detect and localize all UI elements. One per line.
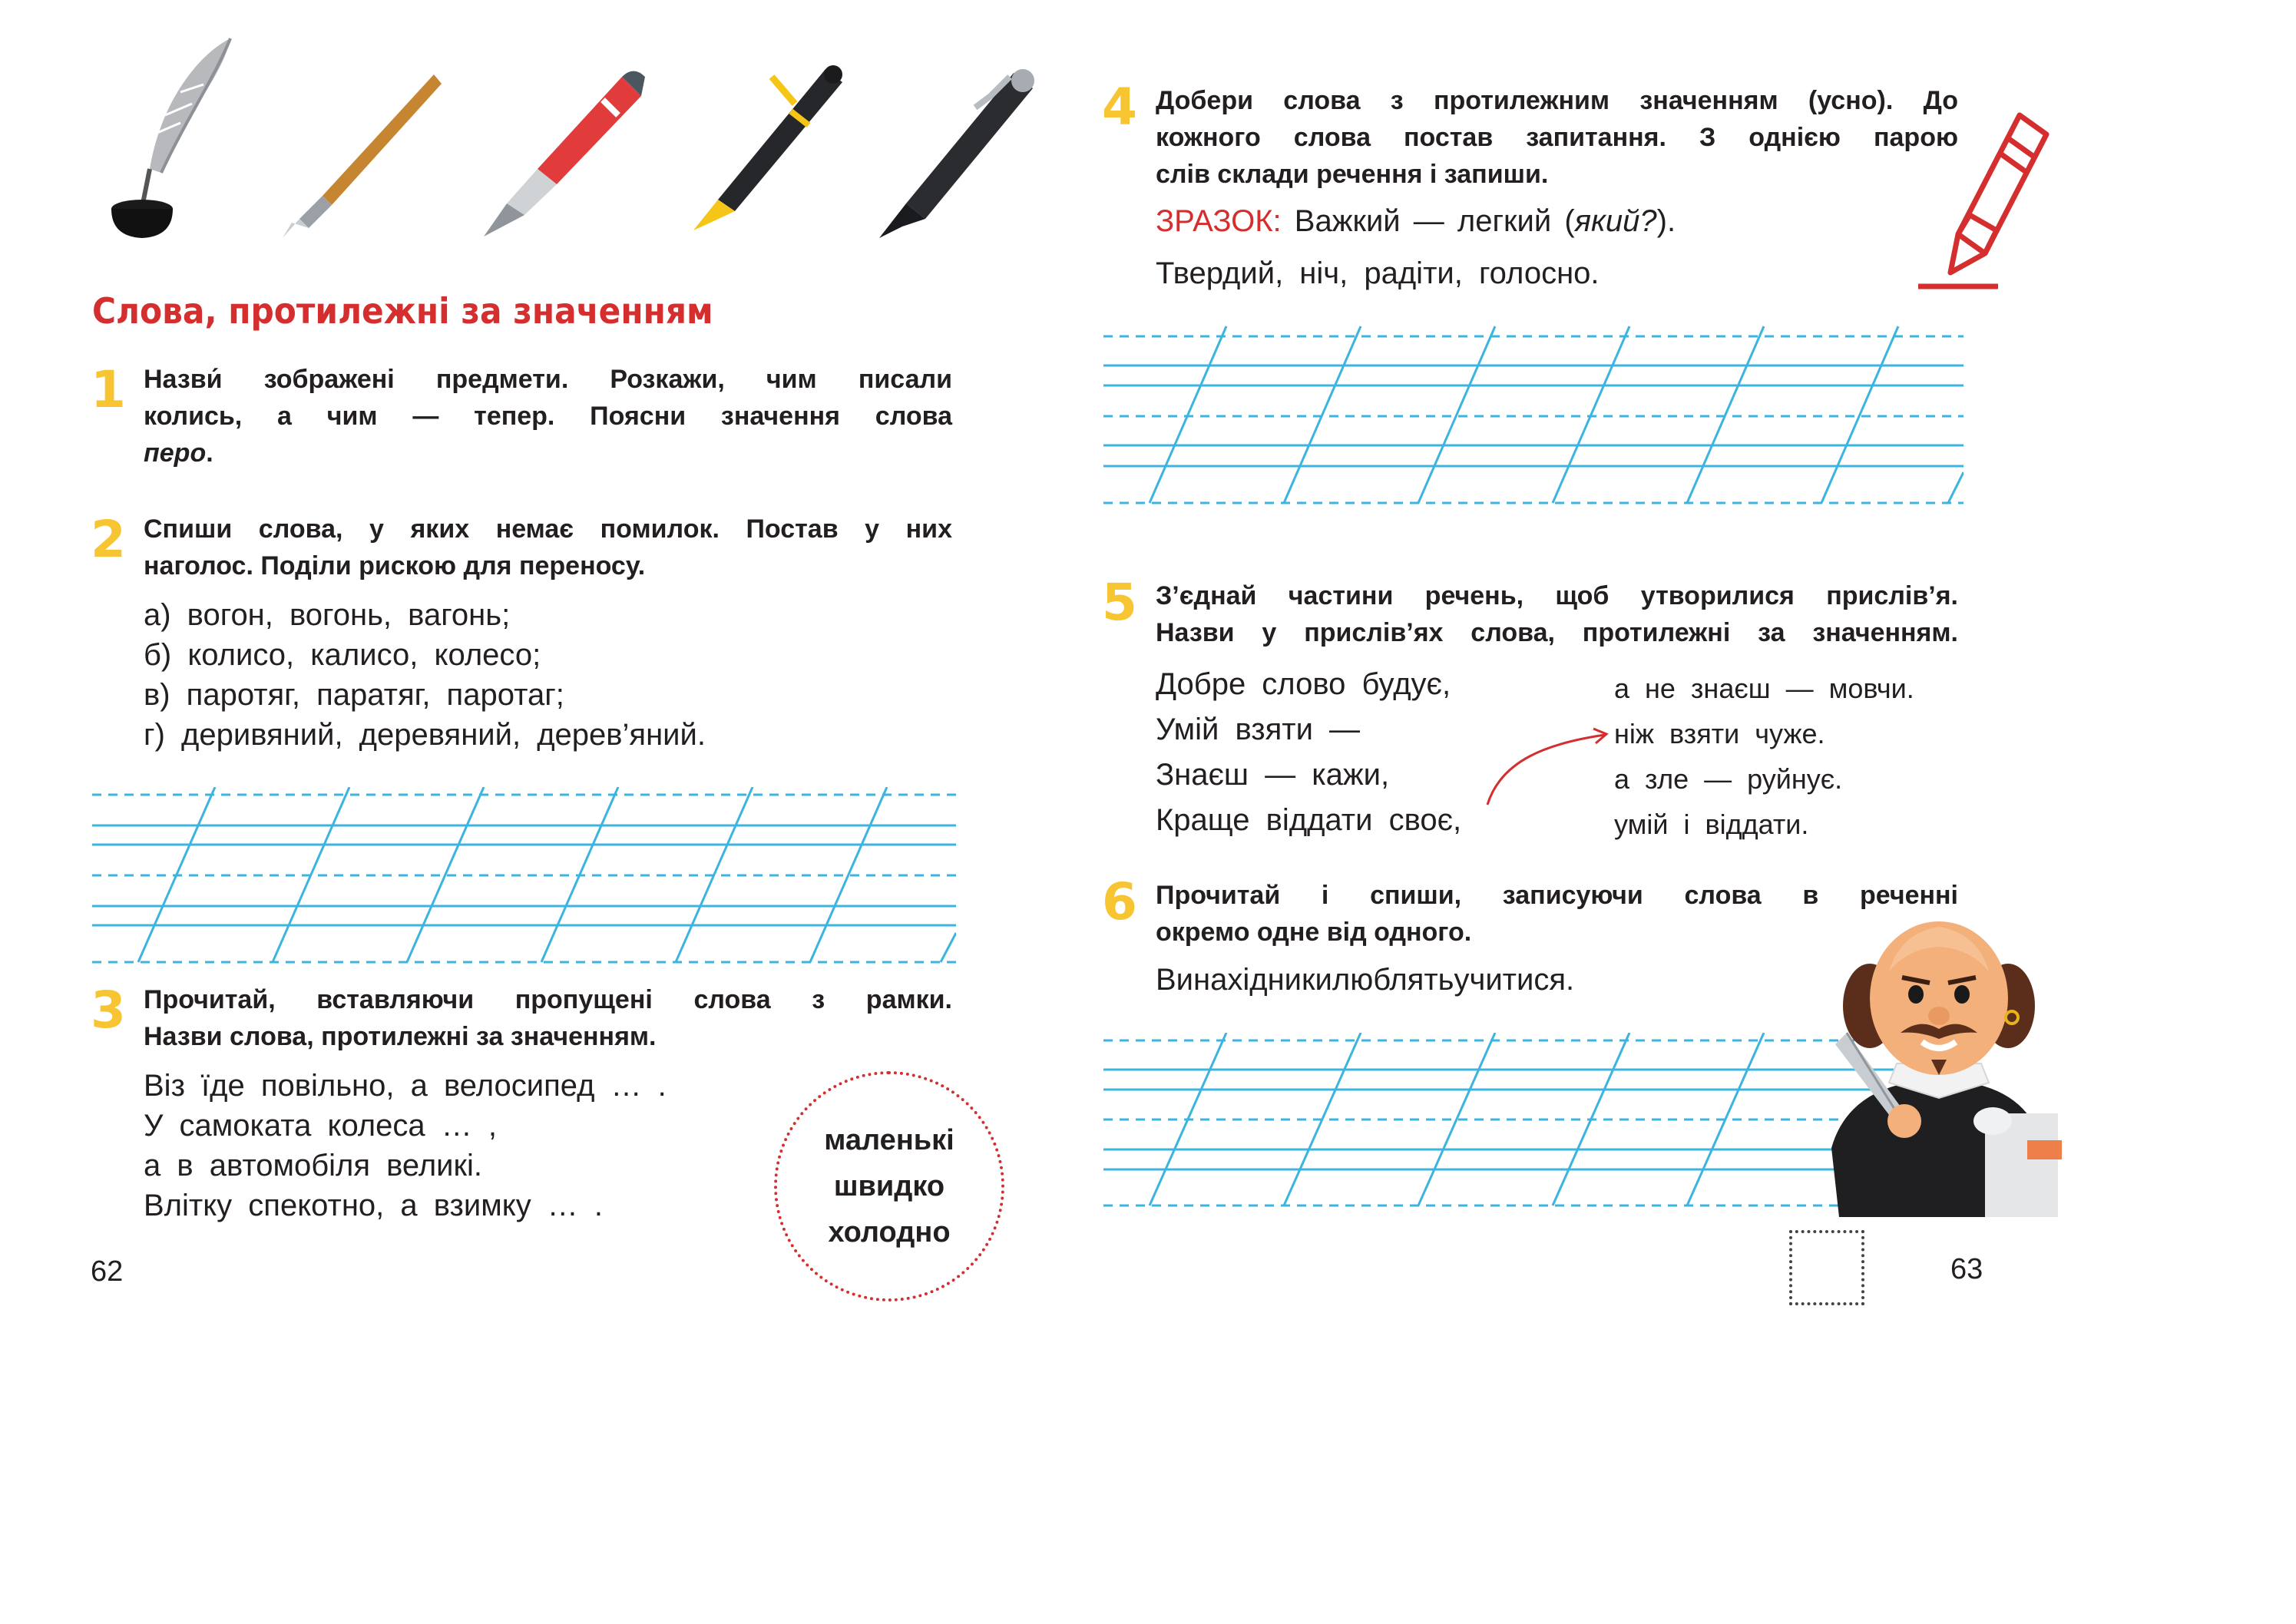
task-2-item: а) вогон, вогонь, вагонь; [144,598,511,632]
frame-word: холодно [828,1216,951,1249]
frame-word: маленькі [824,1124,954,1156]
red-fountain-pen-icon [465,61,649,246]
task-2-line: наголос. Поділи рискою для переносу. [144,551,646,580]
task-3-passage [144,1066,667,1225]
task-2-number: 2 [91,510,126,569]
task-6-number: 6 [1102,872,1137,931]
proverb-part: Добре слово будує, [1156,667,1451,701]
task-4-line: слів склади речення і запиши. [1156,160,1549,189]
task-5-line: Назви у прислів’ях слова, протилежні за значенням. [1156,618,1958,647]
task-2-item: г) деривяний, деревяний, дерев’яний. [144,718,706,752]
task-6-line: Прочитай і спиши, записуючи слова в реченні [1156,881,1958,910]
task-4-sample [1156,201,1676,241]
sample-label: ЗРАЗОК: [1156,204,1282,238]
task-6-sentence: Винахідникилюблятьучитися. [1156,963,1575,997]
task-4-words: Твердий, ніч, радіти, голосно. [1156,256,1600,290]
word-frame [774,1071,1004,1302]
task-1-keyword: перо [144,438,207,468]
task-4-text [1156,82,1958,193]
task-4-line: кожного слова постав запитання. З однією парою [1156,123,1958,152]
task-2-item: б) колисо, калисо, колесо; [144,638,541,672]
proverb-endings [1614,666,1914,847]
writer-character-illustration [1816,918,2062,1217]
task-2-items [144,595,706,755]
self-check-box[interactable] [1789,1230,1864,1305]
writing-lines-left[interactable] [92,787,956,971]
task-2-text [144,511,952,584]
sample-end: ). [1656,204,1676,238]
task-2-line: Спиши слова, у яких немає помилок. Постав у них [144,514,952,544]
task-3-line: Влітку спекотно, а взимку … . [144,1189,604,1222]
task-2-item: в) паротяг, паратяг, паротаг; [144,678,564,712]
proverb-part: а не знаєш — мовчи. [1614,673,1914,704]
black-ballpoint-pen-icon [672,58,849,242]
page-heading: Слова, протилежні за значенням [92,290,713,332]
dip-pen-icon [269,65,445,242]
task-4-line: Добери слова з протилежним значенням (усно). До [1156,86,1958,115]
page-number-right: 63 [1950,1253,1983,1285]
task-1-number: 1 [91,360,126,419]
task-3-number: 3 [91,981,126,1040]
page-number-left: 62 [91,1255,124,1288]
sample-text: Важкий — легкий ( [1294,204,1575,238]
task-3-line: Назви слова, протилежні за значенням. [144,1022,657,1051]
frame-word: швидко [833,1170,945,1202]
writing-lines-task4[interactable] [1103,322,1964,511]
task-6-line: окремо одне від одного. [1156,918,1472,947]
task-1-line: Назви́ зображені предмети. Розкажи, чим писали [144,365,952,394]
proverb-part: ніж взяти чуже. [1614,718,1825,749]
task-3-line: У самоката колеса … , [144,1109,497,1143]
task-5-text [1156,577,1958,651]
task-3-line: Прочитай, вставляючи пропущені слова з рамки. [144,985,952,1014]
connecting-arrow [1478,722,1616,814]
proverb-part: Умій взяти — [1156,713,1361,746]
feather-quill-icon [108,31,246,246]
proverb-part: Знаєш — кажи, [1156,758,1390,792]
pencil-icon [1912,107,2058,292]
proverb-part: Краще віддати своє, [1156,803,1462,837]
proverb-part: умій і віддати. [1614,809,1809,840]
task-3-line: а в автомобіля великі. [144,1149,483,1182]
task-4-number: 4 [1102,78,1137,137]
task-5-number: 5 [1102,573,1137,632]
proverb-beginnings [1156,662,1461,843]
task-1-text [144,361,952,471]
task-1-line: колись, а чим — тепер. Поясни значення слова [144,402,952,431]
black-pen-icon [860,61,1037,246]
sample-question: який? [1574,204,1657,238]
task-5-line: З’єднай частини речень, щоб утворилися прислів’я. [1156,581,1958,610]
task-3-line: Віз їде повільно, а велосипед … . [144,1069,667,1103]
task-1-punct: . [206,438,213,468]
task-3-text [144,981,952,1055]
proverb-part: а зле — руйнує. [1614,763,1843,795]
